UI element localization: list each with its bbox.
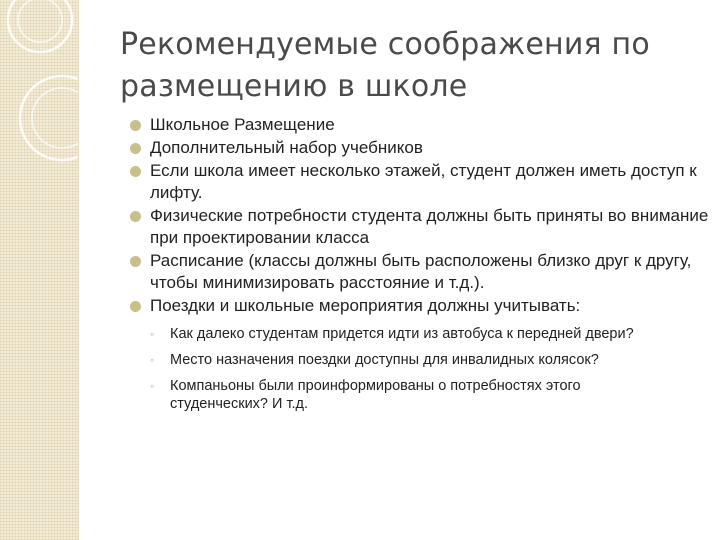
- sub-bullet-item: [150, 377, 640, 413]
- sub-bullet-list: [150, 325, 710, 413]
- bullet-item: [130, 295, 710, 413]
- sub-bullet-item: [150, 325, 640, 343]
- bullet-dot-icon: [130, 211, 141, 222]
- slide-title: [120, 24, 700, 108]
- title-line-2: размещению в школе: [120, 69, 468, 104]
- sub-bullet-text: Место назначения поездки доступны для инвалидных колясок?: [170, 352, 599, 368]
- bullet-text: Поездки и школьные мероприятия должны учитывать:: [150, 296, 581, 315]
- circles-ornament-icon: [0, 0, 78, 540]
- sub-bullet-marker-icon: ◦: [150, 327, 155, 341]
- bullet-item: [130, 250, 710, 294]
- bullet-dot-icon: [130, 166, 141, 177]
- sub-bullet-marker-icon: ◦: [150, 379, 155, 393]
- bullet-list: [130, 114, 710, 421]
- bullet-item: [130, 137, 710, 159]
- sub-bullet-text: Компаньоны были проинформированы о потребностях этого студенческих? И т.д.: [170, 378, 581, 412]
- bullet-item: [130, 160, 710, 204]
- bullet-text: Расписание (классы должны быть расположены близко друг к другу, чтобы минимизировать расстояние и т.д.).: [150, 251, 692, 292]
- bullet-text: Дополнительный набор учебников: [150, 138, 423, 157]
- sub-bullet-text: Как далеко студентам придется идти из автобуса к передней двери?: [170, 326, 634, 342]
- bullet-dot-icon: [130, 301, 141, 312]
- sub-bullet-item: [150, 351, 640, 369]
- bullet-dot-icon: [130, 143, 141, 154]
- bullet-dot-icon: [130, 256, 141, 267]
- bullet-text: Физические потребности студента должны быть приняты во внимание при проектировании класса: [150, 206, 709, 247]
- bullet-item: [130, 114, 710, 136]
- bullet-item: [130, 205, 710, 249]
- side-divider: [78, 0, 79, 540]
- bullet-text: Школьное Размещение: [150, 115, 335, 134]
- decorative-side-band: [0, 0, 78, 540]
- sub-bullet-marker-icon: ◦: [150, 353, 155, 367]
- title-line-1: Рекомендуемые соображения по: [120, 27, 650, 62]
- bullet-dot-icon: [130, 120, 141, 131]
- bullet-text: Если школа имеет несколько этажей, студент должен иметь доступ к лифту.: [150, 161, 697, 202]
